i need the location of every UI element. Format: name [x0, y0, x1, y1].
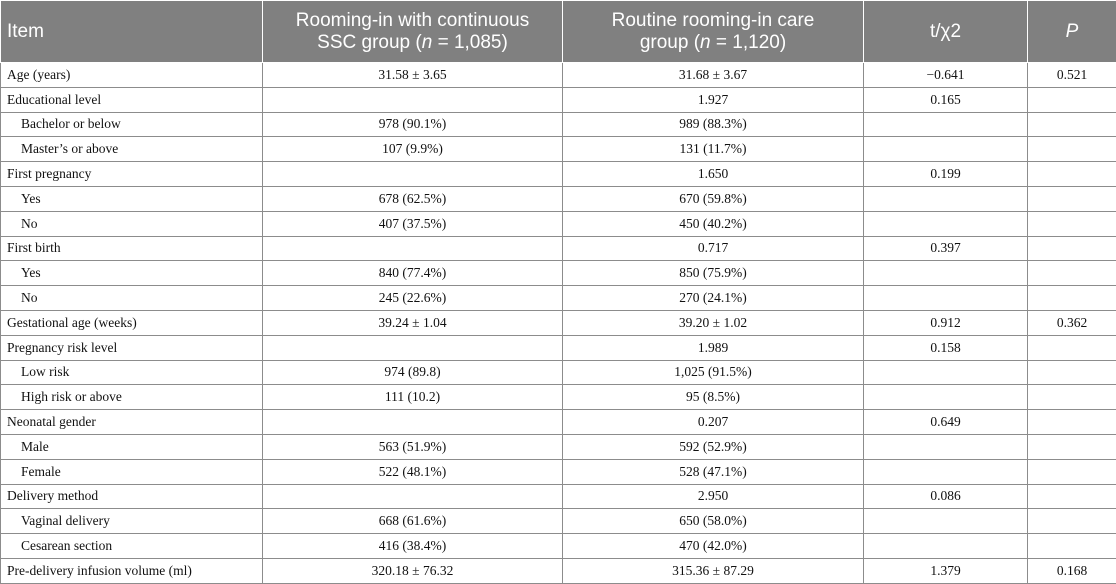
cell-p-value [1028, 335, 1116, 360]
header-item: Item [1, 1, 263, 63]
cell-statistic [864, 137, 1028, 162]
cell-group2: 95 (8.5%) [563, 385, 864, 410]
cell-group1: 111 (10.2) [263, 385, 563, 410]
cell-group1: 522 (48.1%) [263, 459, 563, 484]
cell-p-value [1028, 360, 1116, 385]
table-row [1, 459, 1116, 484]
cell-p-value [1028, 509, 1116, 534]
cell-group1: 978 (90.1%) [263, 112, 563, 137]
header-group2 [563, 1, 864, 63]
cell-p-value [1028, 459, 1116, 484]
cell-group1 [263, 484, 563, 509]
cell-group1: 840 (77.4%) [263, 261, 563, 286]
cell-p-value [1028, 286, 1116, 311]
cell-item: High risk or above [1, 385, 263, 410]
header-group2-line1: Routine rooming-in care [612, 10, 815, 31]
cell-statistic [864, 434, 1028, 459]
cell-group1: 678 (62.5%) [263, 186, 563, 211]
header-row [1, 1, 1116, 63]
cell-group2: 592 (52.9%) [563, 434, 864, 459]
cell-p-value [1028, 261, 1116, 286]
table-row [1, 335, 1116, 360]
cell-group2: 0.717 [563, 236, 864, 261]
table-row [1, 261, 1116, 286]
cell-item: Pre-delivery infusion volume (ml) [1, 558, 263, 583]
cell-item: Master’s or above [1, 137, 263, 162]
cell-group2: 315.36 ± 87.29 [563, 558, 864, 583]
table-row [1, 410, 1116, 435]
cell-statistic [864, 459, 1028, 484]
cell-group1: 668 (61.6%) [263, 509, 563, 534]
cell-group2: 450 (40.2%) [563, 211, 864, 236]
cell-statistic: −0.641 [864, 63, 1028, 88]
header-group2-n-symbol: n [700, 32, 711, 53]
table-row [1, 310, 1116, 335]
cell-statistic: 0.199 [864, 162, 1028, 187]
cell-p-value [1028, 385, 1116, 410]
cell-group2: 528 (47.1%) [563, 459, 864, 484]
cell-p-value [1028, 434, 1116, 459]
table-row [1, 137, 1116, 162]
table-row [1, 186, 1116, 211]
cell-group2: 270 (24.1%) [563, 286, 864, 311]
cell-group2: 39.20 ± 1.02 [563, 310, 864, 335]
cell-p-value: 0.168 [1028, 558, 1116, 583]
cell-item: Yes [1, 261, 263, 286]
cell-statistic: 0.086 [864, 484, 1028, 509]
cell-group2: 0.207 [563, 410, 864, 435]
cell-p-value [1028, 534, 1116, 559]
table-row [1, 385, 1116, 410]
table-row [1, 509, 1116, 534]
cell-item: First birth [1, 236, 263, 261]
cell-item: Pregnancy risk level [1, 335, 263, 360]
cell-item: Bachelor or below [1, 112, 263, 137]
cell-group1: 39.24 ± 1.04 [263, 310, 563, 335]
cell-item: No [1, 286, 263, 311]
cell-p-value [1028, 87, 1116, 112]
cell-group1: 407 (37.5%) [263, 211, 563, 236]
cell-item: Yes [1, 186, 263, 211]
table-row [1, 236, 1116, 261]
cell-group2: 1.650 [563, 162, 864, 187]
cell-item: Age (years) [1, 63, 263, 88]
cell-p-value: 0.362 [1028, 310, 1116, 335]
cell-statistic: 0.912 [864, 310, 1028, 335]
cell-statistic: 0.158 [864, 335, 1028, 360]
cell-group2: 989 (88.3%) [563, 112, 864, 137]
table-header [1, 1, 1116, 63]
cell-group2: 1.927 [563, 87, 864, 112]
cell-group1: 974 (89.8) [263, 360, 563, 385]
cell-statistic [864, 211, 1028, 236]
header-group1-n-value: = 1,085) [432, 32, 508, 53]
header-group2-line2-pre: group ( [640, 32, 700, 53]
table-row [1, 286, 1116, 311]
header-p-value [1028, 1, 1116, 63]
cell-group1 [263, 236, 563, 261]
cell-item: No [1, 211, 263, 236]
cell-group1: 245 (22.6%) [263, 286, 563, 311]
cell-group2: 670 (59.8%) [563, 186, 864, 211]
cell-statistic [864, 385, 1028, 410]
cell-p-value [1028, 484, 1116, 509]
cell-p-value [1028, 162, 1116, 187]
cell-statistic [864, 534, 1028, 559]
cell-group1 [263, 335, 563, 360]
header-group1 [263, 1, 563, 63]
table-row [1, 63, 1116, 88]
cell-item: Delivery method [1, 484, 263, 509]
header-group1-n-symbol: n [422, 32, 433, 53]
cell-p-value [1028, 236, 1116, 261]
cell-group1: 31.58 ± 3.65 [263, 63, 563, 88]
cell-group1 [263, 410, 563, 435]
cell-item: Female [1, 459, 263, 484]
cell-group2: 1.989 [563, 335, 864, 360]
cell-p-value [1028, 410, 1116, 435]
header-p-symbol: P [1066, 21, 1079, 42]
cell-statistic [864, 261, 1028, 286]
cell-statistic: 0.649 [864, 410, 1028, 435]
cell-item: Neonatal gender [1, 410, 263, 435]
cell-statistic [864, 286, 1028, 311]
cell-group2: 31.68 ± 3.67 [563, 63, 864, 88]
cell-statistic [864, 360, 1028, 385]
cell-group1: 320.18 ± 76.32 [263, 558, 563, 583]
cell-group2: 131 (11.7%) [563, 137, 864, 162]
header-group1-line2-pre: SSC group ( [317, 32, 422, 53]
cell-p-value [1028, 112, 1116, 137]
cell-item: Gestational age (weeks) [1, 310, 263, 335]
cell-item: Educational level [1, 87, 263, 112]
table-row [1, 162, 1116, 187]
table-row [1, 484, 1116, 509]
cell-group2: 470 (42.0%) [563, 534, 864, 559]
cell-p-value [1028, 137, 1116, 162]
cell-statistic [864, 186, 1028, 211]
cell-group1: 416 (38.4%) [263, 534, 563, 559]
table-row [1, 87, 1116, 112]
cell-statistic: 1.379 [864, 558, 1028, 583]
cell-p-value [1028, 211, 1116, 236]
cell-group2: 1,025 (91.5%) [563, 360, 864, 385]
cell-group1: 563 (51.9%) [263, 434, 563, 459]
header-statistic: t/χ2 [864, 1, 1028, 63]
header-group2-n-value: = 1,120) [711, 32, 787, 53]
cell-statistic: 0.397 [864, 236, 1028, 261]
table-row [1, 112, 1116, 137]
table-row [1, 434, 1116, 459]
cell-item: Vaginal delivery [1, 509, 263, 534]
cell-group2: 850 (75.9%) [563, 261, 864, 286]
cell-statistic: 0.165 [864, 87, 1028, 112]
cell-group1: 107 (9.9%) [263, 137, 563, 162]
table-row [1, 360, 1116, 385]
cell-group1 [263, 162, 563, 187]
cell-item: Male [1, 434, 263, 459]
cell-statistic [864, 112, 1028, 137]
cell-group1 [263, 87, 563, 112]
cell-group2: 650 (58.0%) [563, 509, 864, 534]
table-row [1, 558, 1116, 583]
cell-item: First pregnancy [1, 162, 263, 187]
cell-item: Low risk [1, 360, 263, 385]
table-body [1, 63, 1116, 584]
cell-item: Cesarean section [1, 534, 263, 559]
cell-p-value: 0.521 [1028, 63, 1116, 88]
cell-p-value [1028, 186, 1116, 211]
table-row [1, 211, 1116, 236]
cell-group2: 2.950 [563, 484, 864, 509]
header-group1-line1: Rooming-in with continuous [296, 10, 529, 31]
table-row [1, 534, 1116, 559]
cell-statistic [864, 509, 1028, 534]
